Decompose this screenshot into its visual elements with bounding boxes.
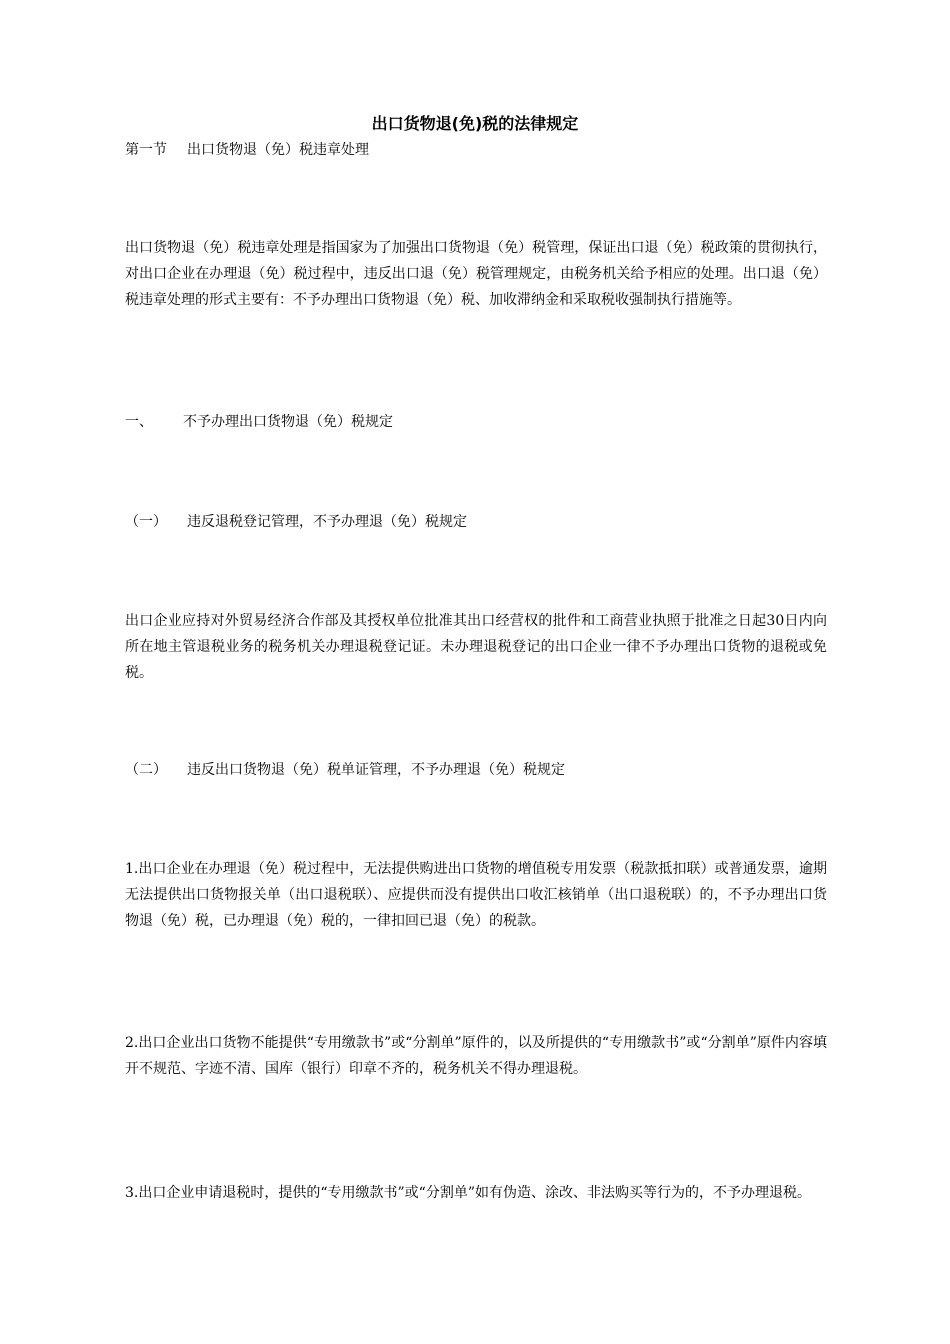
section-title: 出口货物退（免）税违章处理 bbox=[187, 142, 369, 158]
intro-paragraph: 出口货物退（免）税违章处理是指国家为了加强出口货物退（免）税管理，保证出口退（免）税政策的贯彻执行，对出口企业在办理退（免）税过程中，违反出口退（免）税管理规定，由税务机关给予相应的处理。出口退（免）税违章处理的形式主要有：不予办理出口货物退（免）税、加收滞纳金和采取税收强制执行措施等。 bbox=[125, 240, 827, 308]
document-title: 出口货物退(免)税的法律规定 bbox=[371, 114, 579, 133]
section-label: 第一节 bbox=[125, 142, 167, 158]
subheading-2-text: 违反出口货物退（免）税单证管理，不予办理退（免）税规定 bbox=[187, 762, 565, 778]
heading-1-text: 不予办理出口货物退（免）税规定 bbox=[183, 414, 393, 430]
subheading-1 bbox=[125, 509, 825, 535]
subheading-1-text: 违反退税登记管理，不予办理退（免）税规定 bbox=[187, 514, 467, 530]
item-3-paragraph: 3.出口企业申请退税时，提供的“专用缴款书”或“分割单”如有伪造、涂改、非法购买等行为的，不予办理退税。 bbox=[125, 1185, 811, 1201]
section-heading bbox=[125, 137, 825, 163]
item-2-paragraph: 2.出口企业出口货物不能提供“专用缴款书”或“分割单”原件的，以及所提供的“专用缴款书”或“分割单”原件内容填开不规范、字迹不清、国库（银行）印章不齐的，税务机关不得办理退税。 bbox=[125, 1035, 827, 1077]
subheading-2 bbox=[125, 757, 825, 783]
heading-1 bbox=[125, 409, 825, 435]
heading-1-number: 一、 bbox=[125, 414, 153, 430]
subheading-2-number: （二） bbox=[125, 762, 167, 778]
subheading-1-number: （一） bbox=[125, 514, 167, 530]
subsection-1-paragraph: 出口企业应持对外贸易经济合作部及其授权单位批准其出口经营权的批件和工商营业执照于批准之日起30日内向所在地主管退税业务的税务机关办理退税登记证。未办理退税登记的出口企业一律不予办理出口货物的退税或免税。 bbox=[125, 613, 827, 681]
item-1-paragraph: 1.出口企业在办理退（免）税过程中，无法提供购进出口货物的增值税专用发票（税款抵扣联）或普通发票，逾期无法提供出口货物报关单（出口退税联）、应提供而没有提供出口收汇核销单（出口退税联）的，不予办理出口货物退（免）税，已办理退（免）税的，一律扣回已退（免）的税款。 bbox=[125, 861, 827, 929]
